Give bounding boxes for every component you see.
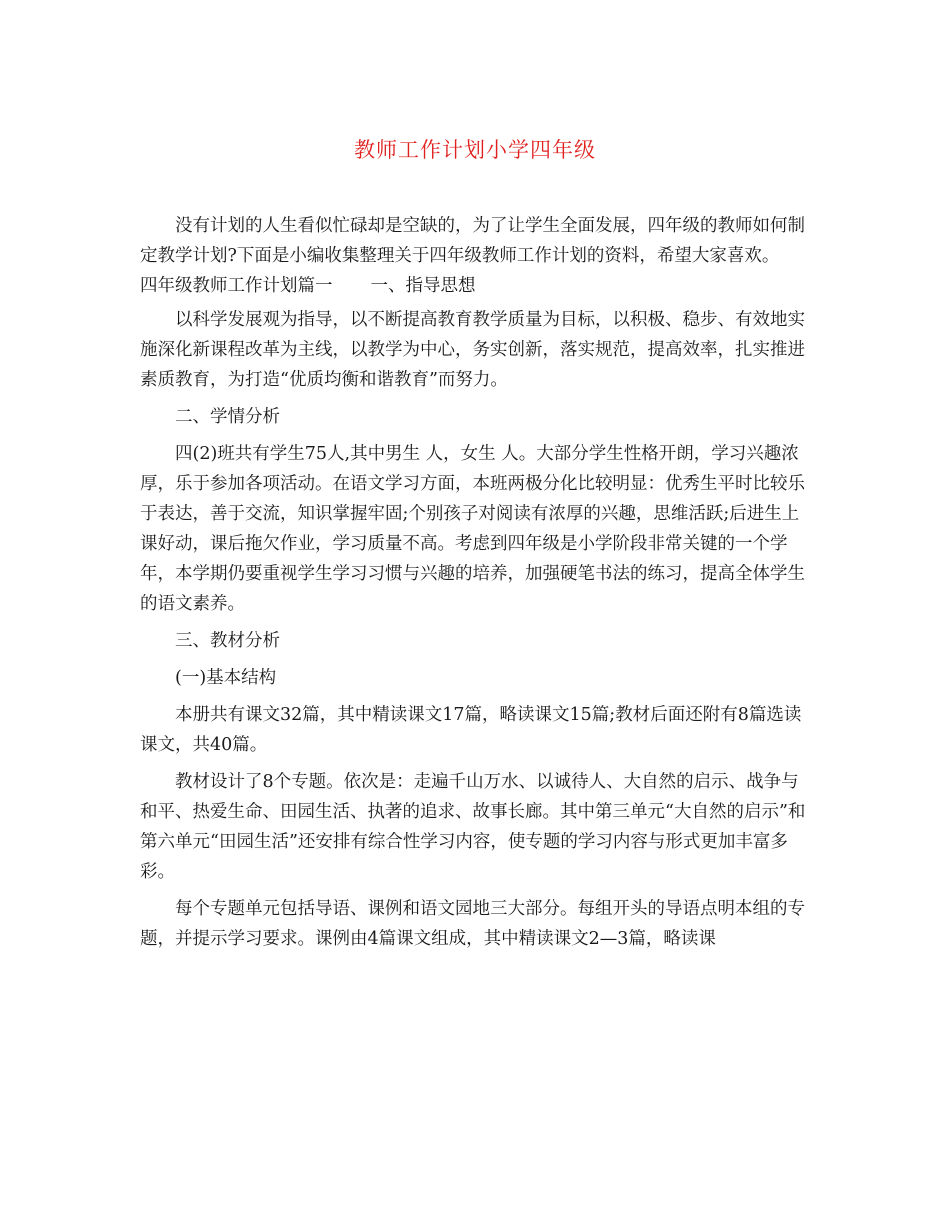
section3-paragraph-3: 每个专题单元包括导语、课例和语文园地三大部分。每组开头的导语点明本组的专题，并提示学习要求。课例由4篇课文组成，其中精读课文2—3篇，略读课 [140, 899, 805, 949]
section2-paragraph: 四(2)班共有学生75人,其中男生 人，女生 人。大部分学生性格开朗，学习兴趣浓厚，乐于参加各项活动。在语文学习方面，本班两极分化比较明显：优秀生平时比较乐于表达，善于交流，知识掌握牢固;个别孩子对阅读有浓厚的兴趣，思维活跃;后进生上课好动，课后拖欠作业，学习质量不高。考虑到四年级是小学阶段非常关键的一个学年，本学期仍要重视学生学习习惯与兴趣的培养，加强硬笔书法的练习，提高全体学生的语文素养。 [140, 444, 805, 614]
section1-paragraph: 以科学发展观为指导，以不断提高教育教学质量为目标，以积极、稳步、有效地实施深化新课程改革为主线，以教学为中心，务实创新，落实规范，提高效率，扎实推进素质教育，为打造“优质均衡和谐教育”而努力。 [140, 310, 805, 390]
section3-subheading: (一)基本结构 [175, 668, 277, 688]
intro-paragraph: 没有计划的人生看似忙碌却是空缺的，为了让学生全面发展，四年级的教师如何制定教学计划?下面是小编收集整理关于四年级教师工作计划的资料，希望大家喜欢。 [140, 216, 805, 266]
section1-heading: 一、指导思想 [370, 276, 476, 296]
plan-label: 四年级教师工作计划篇一 [140, 276, 333, 296]
section3-paragraph-1: 本册共有课文32篇，其中精读课文17篇，略读课文15篇;教材后面还附有8篇选读课文，共40篇。 [140, 705, 802, 755]
section3-heading: 三、教材分析 [175, 631, 280, 651]
section2-heading: 二、学情分析 [175, 407, 280, 427]
plan-heading-line [140, 271, 812, 301]
document-title: 教师工作计划小学四年级 [354, 138, 596, 162]
document-body [140, 211, 812, 954]
section3-paragraph-2: 教材设计了8个专题。依次是：走遍千山万水、以诚待人、大自然的启示、战争与和平、热爱生命、田园生活、执著的追求、故事长廊。其中第三单元“大自然的启示”和第六单元“田园生活”还安排有综合性学习内容，使专题的学习内容与形式更加丰富多彩。 [140, 772, 806, 882]
